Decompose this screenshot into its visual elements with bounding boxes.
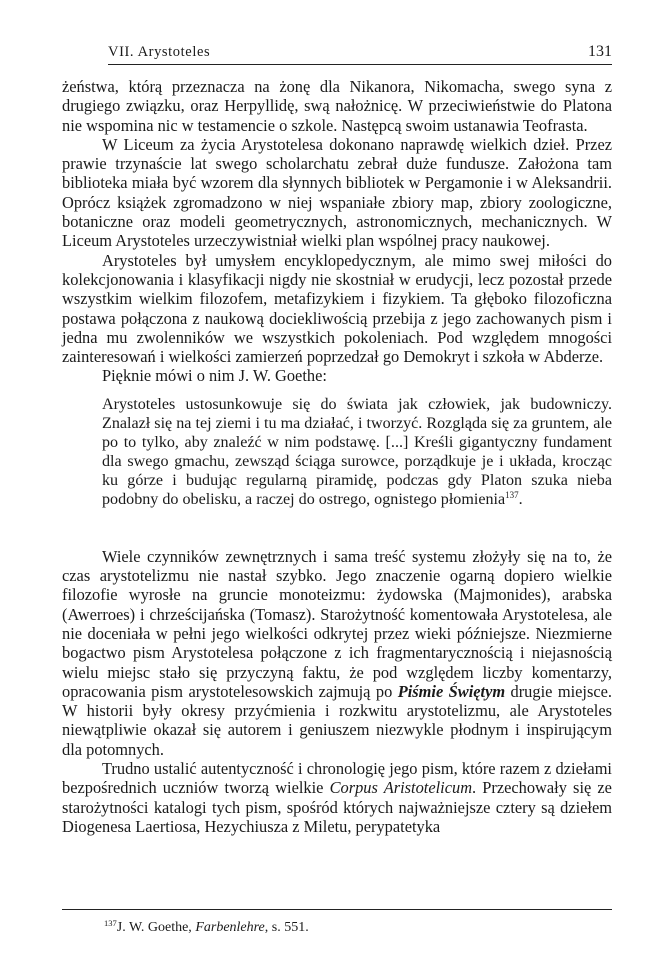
footnote-ref: 137 xyxy=(505,489,519,500)
emphasis-title: Piśmie Świętym xyxy=(397,681,506,701)
paragraph-2: W Liceum za życia Arystotelesa dokonano naprawdę wielkich dzieł. Przez prawie trzynaście lat swego scholarchatu zebrał duże fundusze. Założona tam biblioteka miała być wzorem dla słynnych bibliotek w Pergamonie i w Aleksandrii. Oprócz książek zgromadzono w niej wspaniałe zbiory map, zbiory zoologiczne, botaniczne oraz modeli geometrycznych, astronomicznych, mechanicznych. W Liceum Arystoteles urzeczywistniał wielki plan wspólnej pracy naukowej. xyxy=(62,134,612,251)
italic-title: Corpus Aristotelicum xyxy=(329,778,473,798)
footnote-rest: , s. 551. xyxy=(264,920,309,935)
footnote-author: J. W. Goethe, xyxy=(116,920,192,935)
header-rule xyxy=(108,64,612,65)
paragraph-1: żeństwa, którą przeznacza na żonę dla Nikanora, Nikomacha, swego syna z drugiego związku, oraz Herpyllidę, swą nałożnicę. W przeciwieństwie do Platona nie wspomina nic w testamencie o szkole. Następcą swoim ustanawia Teofrasta. xyxy=(62,77,612,135)
paragraph-5-text-a: Trudno ustalić autentyczność i chronologię jego pism, które razem z dziełami bezpośrednich uczniów tworzą wielkie xyxy=(62,759,612,798)
paragraph-4-text-a: Wiele czynników zewnętrznych i sama treść systemu złożyły się na to, że czas arystotelizmu nie nastał szybko. Jego znaczenie ogarną dopiero wielkie filozofie wyrosłe na gruncie monoteizmu: żydowska (Majmonides), arabska (Awerroes) i chrześcijańska (Tomasz). Starożytność komentowała Arystotelesa, ale nie doceniała w pełni jego wielkości odkrytej przez wieki późniejsze. Niezmierne bogactwo pism Arystotelesa połączone z ich fragmentarycznością i niejasnością wielu miejsc stało się przyczyną faktu, że pod względem liczby komentarzy, opracowania pism arystotelesowskich zajmują po xyxy=(62,546,612,701)
paragraph-5-text-b: . Przechowały się ze starożytności katalogi tych pism, spośród których najważniejsze cztery są dziełem Diogenesa Laertiosa, Hezychiusza z Miletu, perypatetyka xyxy=(62,778,612,836)
spacer xyxy=(62,386,612,395)
page-number: 131 xyxy=(588,43,612,60)
footnote-title: Farbenlehre xyxy=(195,920,265,935)
block-quote: Arystoteles ustosunkowuje się do świata jak człowiek, jak budowniczy. Znalazł się na tej ziemi i tu ma działać, i tworzyć. Rozgląda się za gruntem, ale po to tylko, aby znaleźć w nim podstawę. [...] Kreśli gigantyczny fundament dla swego gmachu, zewsząd ściąga surowce, porządkuje je i układa, krocząc ku górze i budując regularną piramidę, podczas gdy Platon szuka nieba podobny do obelisku, a raczej do ostrego, ognistego płomienia$^{137}$. xyxy=(102,395,612,508)
footnote xyxy=(104,920,309,936)
quote-intro: Pięknie mówi o nim J. W. Goethe: xyxy=(102,366,327,386)
spacer xyxy=(62,509,612,547)
paragraph-5 xyxy=(62,759,612,836)
paragraph-4-text-b: drugie miejsce. W historii były okresy przyćmienia i rozkwitu arystotelizmu, ale Arystoteles niewątpliwie okazał się autorem i geniuszem niezwykle płodnym i inspirującym dla potomnych. xyxy=(62,681,612,759)
paragraph-4 xyxy=(62,547,612,759)
running-header xyxy=(108,40,612,66)
main-text xyxy=(62,77,612,836)
footnote-rule xyxy=(62,909,612,910)
footnote-number: 137 xyxy=(104,918,117,928)
paragraph-3: Arystoteles był umysłem encyklopedycznym, ale mimo swej miłości do kolekcjonowania i klasyfikacji nigdy nie skostniał w erudycji, lecz pozostał przede wszystkim wielkim filozofem, metafizykiem i fizykiem. Ta głęboko filozoficzna postawa połączona z naukową dociekliwością przebija z jego zachowanych pism i jedna mu zwolenników we wszystkich pokoleniach. Pod względem mnogości zainteresowań i wielkości zamierzeń poprzedzał go Demokryt i szkoła w Abderze. xyxy=(62,250,612,367)
chapter-title: VII. Arystoteles xyxy=(108,44,211,60)
quote-text: Arystoteles ustosunkowuje się do świata jak człowiek, jak budowniczy. Znalazł się na tej ziemi i tu ma działać, i tworzyć. Rozgląda się za gruntem, ale po to tylko, aby znaleźć w nim podstawę. [...] Kreśli gigantyczny fundament dla swego gmachu, zewsząd ściąga surowce, porządkuje je i układa, krocząc ku górze i budując regularną piramidę, podczas gdy Platon szuka nieba podobny do obelisku, a raczej do ostrego, ognistego płomienia xyxy=(102,395,612,508)
